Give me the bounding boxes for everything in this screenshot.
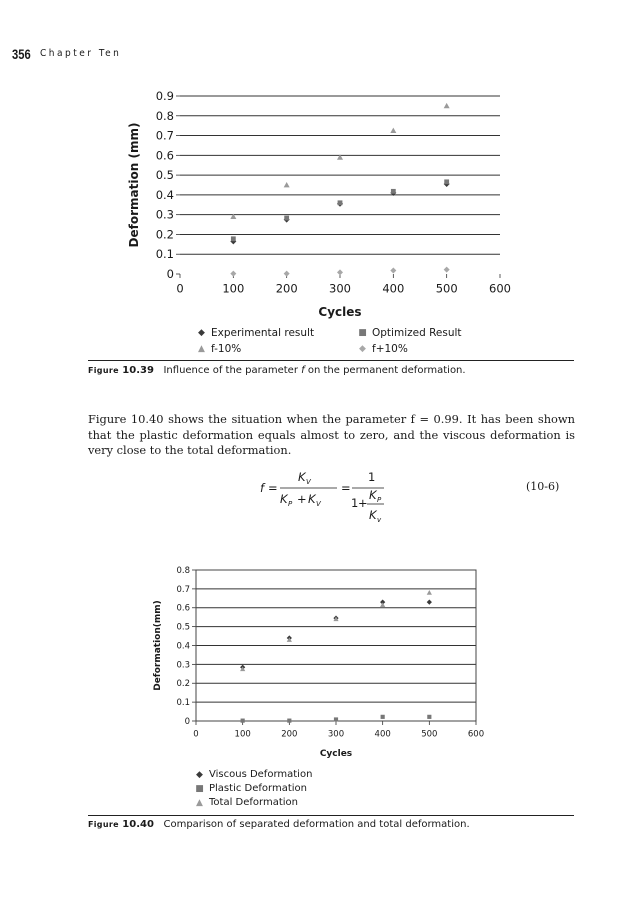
data-point [381,715,385,719]
data-point [287,719,291,723]
y-tick-label: 0.3 [176,660,190,671]
legend-item [195,783,307,794]
x-tick-label: 400 [382,281,405,296]
svg-text:V: V [306,478,311,486]
y-tick-label: 0.7 [176,584,190,595]
y-tick-label: 0.6 [155,148,174,163]
x-tick-label: 100 [234,729,251,740]
y-axis-label: Deformation (mm) [127,122,141,248]
x-tick-label: 600 [467,729,485,740]
figure-10-40-caption: Figure 10.40 Comparison of separated deformation and total deformation. [88,819,470,830]
y-tick-label: 0.5 [176,622,190,633]
x-tick-label: 500 [435,281,458,296]
y-tick-label: 0 [184,716,190,727]
figure-10-40-caption-rule [88,815,574,816]
figure-10-39-caption: Figure 10.39 Influence of the parameter f on the permanent deformation. [88,365,466,376]
body-paragraph: Figure 10.40 shows the situation when the parameter f = 0.99. It has been shown that the plastic deformation equals almost to zero, and the viscous deformation is very close to the total deformation. [88,412,575,457]
y-tick-label: 0.4 [155,187,174,202]
x-axis-label: Cycles [319,749,353,759]
legend-marker-icon: ▲ [196,797,203,808]
svg-text:+: + [358,496,368,510]
y-tick-label: 0.1 [155,247,174,262]
x-tick-label: 200 [281,729,298,740]
svg-text:=: = [341,481,351,495]
y-tick-label: 0.7 [155,128,174,143]
svg-text:=: = [268,481,278,495]
x-tick-label: 400 [374,729,391,740]
y-tick-label: 0.4 [176,641,190,652]
y-tick-label: 0.8 [155,108,174,123]
legend-label: Experimental result [211,327,315,339]
data-point [380,602,385,607]
x-tick-label: 600 [489,281,511,296]
y-tick-label: 0.8 [176,565,190,576]
legend-item [195,769,312,780]
svg-text:1: 1 [368,470,376,484]
x-tick-label: 0 [176,281,184,296]
svg-text:P: P [288,500,293,508]
y-tick-label: 0.9 [155,89,174,104]
y-tick-label: 0.1 [176,698,190,709]
figure-10-39-label: Figure 10.39 [88,365,154,376]
legend-item [195,797,298,808]
legend-label: Total Deformation [209,797,298,808]
y-axis-label: Deformation(mm) [153,600,163,691]
equation-number: (10-6) [526,480,560,493]
y-tick-label: 0.6 [176,603,190,614]
y-tick-label: 0.2 [176,679,190,690]
legend-label: f+10% [372,343,408,355]
legend-marker-icon: ■ [358,328,367,338]
svg-text:v: v [377,516,382,524]
legend-marker-icon: ◆ [359,344,366,354]
data-point [427,715,431,719]
figure-10-40-label: Figure 10.40 [88,819,154,830]
x-tick-label: 100 [222,281,245,296]
legend-label: Viscous Deformation [209,769,313,780]
data-point [241,719,245,723]
y-tick-label: 0.2 [155,227,174,242]
svg-text:K: K [369,508,377,522]
data-point [427,590,432,595]
legend-label: Optimized Result [372,327,462,339]
x-tick-label: 0 [193,729,199,740]
legend-marker-icon: ■ [195,783,204,794]
chapter-title: Chapter Ten [40,48,122,59]
y-tick-label: 0.3 [155,207,174,222]
data-point [427,599,432,604]
page-number: 356 [12,46,31,62]
svg-text:V: V [316,500,321,508]
legend-label: Plastic Deformation [209,783,307,794]
legend-label: f-10% [211,343,242,355]
data-point [334,717,338,721]
x-tick-label: 300 [329,281,351,296]
svg-text:P: P [377,496,382,504]
svg-text:K: K [298,470,306,484]
legend-marker-icon: ◆ [198,328,205,338]
svg-text:K: K [280,492,288,506]
y-tick-label: 0.5 [155,168,174,183]
svg-text:+: + [297,492,307,506]
y-tick-label: 0 [166,267,174,282]
svg-text:K: K [308,492,316,506]
x-tick-label: 200 [275,281,298,296]
svg-text:f: f [260,481,265,495]
svg-text:1: 1 [351,496,359,510]
legend-marker-icon: ▲ [198,344,205,354]
svg-text:K: K [369,488,377,502]
x-axis-label: Cycles [318,305,362,319]
x-tick-label: 500 [421,729,438,740]
legend-marker-icon: ◆ [196,769,203,780]
x-tick-label: 300 [327,729,345,740]
